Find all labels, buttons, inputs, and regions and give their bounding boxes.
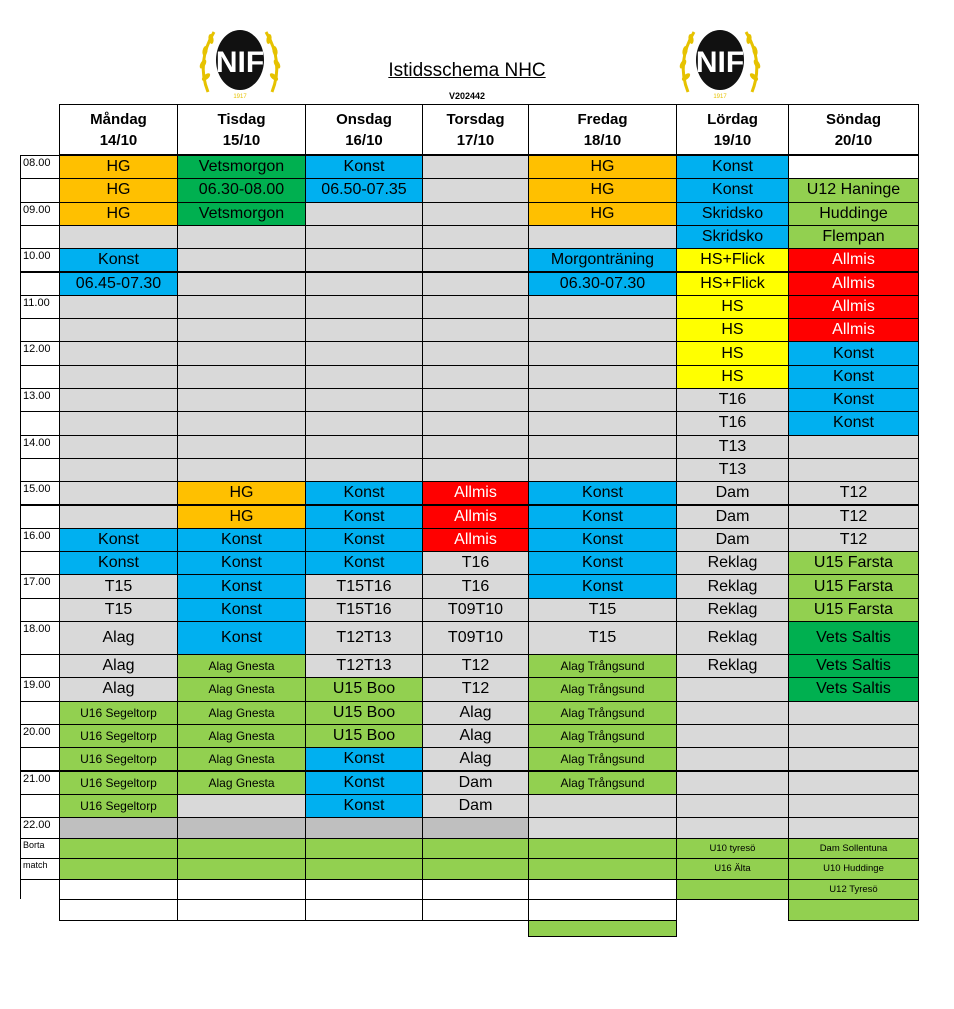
- day-date: 20/10: [834, 131, 873, 149]
- schedule-cell: [305, 435, 423, 459]
- day-header: [177, 104, 306, 156]
- schedule-cell: Konst: [177, 621, 306, 655]
- schedule-cell: [59, 341, 178, 365]
- schedule-cell: [422, 879, 529, 901]
- schedule-cell: Reklag: [676, 621, 789, 655]
- schedule-cell: [305, 458, 423, 482]
- schedule-cell: [177, 388, 306, 412]
- logo-year: 1917: [713, 94, 727, 100]
- schedule-cell: T16: [676, 388, 789, 412]
- schedule-cell: [528, 817, 677, 839]
- schedule-cell: [422, 365, 529, 389]
- schedule-cell: U12 Haninge: [788, 178, 919, 202]
- time-cell: [20, 551, 60, 575]
- schedule-cell: Konst: [305, 505, 423, 529]
- time-cell: 15.00: [20, 481, 60, 505]
- schedule-cell: Alag Trångsund: [528, 724, 677, 748]
- schedule-cell: [305, 817, 423, 839]
- schedule-cell: [788, 771, 919, 795]
- day-header: [59, 104, 178, 156]
- schedule-cell: HG: [528, 202, 677, 226]
- schedule-cell: HG: [59, 202, 178, 226]
- schedule-cell: [528, 388, 677, 412]
- schedule-cell: Konst: [305, 481, 423, 505]
- schedule-cell: [177, 838, 306, 860]
- schedule-cell: Konst: [305, 747, 423, 771]
- schedule-cell: [676, 817, 789, 839]
- schedule-cell: U15 Boo: [305, 677, 423, 701]
- schedule-cell: Konst: [59, 528, 178, 552]
- time-cell: [20, 654, 60, 678]
- schedule-cell: Alag Trångsund: [528, 654, 677, 678]
- page-title: Istidsschema NHC: [388, 60, 546, 81]
- schedule-cell: HS: [676, 365, 789, 389]
- schedule-cell: U16 Segeltorp: [59, 794, 178, 818]
- schedule-cell: Konst: [528, 505, 677, 529]
- day-date: 15/10: [222, 131, 261, 149]
- time-cell: [20, 598, 60, 622]
- day-header: [528, 104, 677, 156]
- schedule-cell: U10 Huddinge: [788, 858, 919, 880]
- schedule-cell: T16: [676, 411, 789, 435]
- schedule-cell: U15 Boo: [305, 701, 423, 725]
- schedule-cell: [528, 858, 677, 880]
- time-cell: [20, 272, 60, 296]
- schedule-cell: [59, 411, 178, 435]
- day-date: 16/10: [345, 131, 383, 149]
- schedule-cell: T15T16: [305, 574, 423, 598]
- schedule-cell: T15: [528, 598, 677, 622]
- schedule-cell: [59, 481, 178, 505]
- schedule-cell: Konst: [305, 155, 423, 179]
- time-cell: 20.00: [20, 724, 60, 748]
- day-name: Tisdag: [217, 110, 266, 128]
- time-cell: [20, 318, 60, 342]
- schedule-cell: T16: [422, 574, 529, 598]
- schedule-cell: [422, 155, 529, 179]
- schedule-cell: [305, 341, 423, 365]
- schedule-cell: [676, 794, 789, 818]
- schedule-cell: Vets Saltis: [788, 621, 919, 655]
- schedule-cell: [177, 435, 306, 459]
- schedule-cell: T15: [528, 621, 677, 655]
- schedule-cell: [422, 225, 529, 249]
- schedule-cell: Konst: [528, 574, 677, 598]
- schedule-cell: [676, 724, 789, 748]
- schedule-cell: [59, 295, 178, 319]
- schedule-cell: Skridsko: [676, 225, 789, 249]
- time-cell: 11.00: [20, 295, 60, 319]
- schedule-cell: HS: [676, 341, 789, 365]
- time-cell: 14.00: [20, 435, 60, 459]
- schedule-cell: [788, 458, 919, 482]
- schedule-cell: [177, 899, 306, 921]
- time-cell: [20, 178, 60, 202]
- schedule-cell: [59, 318, 178, 342]
- schedule-cell: Allmis: [422, 481, 529, 505]
- schedule-cell: Allmis: [788, 248, 919, 272]
- schedule-cell: [422, 411, 529, 435]
- time-cell: 18.00: [20, 621, 60, 655]
- schedule-cell: [305, 318, 423, 342]
- schedule-cell: [528, 879, 677, 901]
- schedule-cell: T13: [676, 435, 789, 459]
- schedule-cell: T12: [788, 505, 919, 529]
- schedule-cell: [305, 248, 423, 272]
- schedule-cell: [528, 794, 677, 818]
- schedule-cell: Dam: [676, 505, 789, 529]
- schedule-cell: Reklag: [676, 574, 789, 598]
- schedule-cell: [528, 411, 677, 435]
- schedule-cell: Vets Saltis: [788, 654, 919, 678]
- schedule-cell: Allmis: [788, 318, 919, 342]
- schedule-cell: [676, 701, 789, 725]
- schedule-cell: [676, 879, 789, 901]
- schedule-cell: [59, 899, 178, 921]
- time-cell: Borta: [20, 838, 60, 860]
- schedule-cell: [422, 858, 529, 880]
- schedule-cell: Alag Trångsund: [528, 701, 677, 725]
- schedule-cell: Reklag: [676, 551, 789, 575]
- schedule-cell: [528, 295, 677, 319]
- schedule-cell: T12T13: [305, 621, 423, 655]
- schedule-cell: [177, 272, 306, 296]
- schedule-cell: [305, 202, 423, 226]
- schedule-cell: [59, 817, 178, 839]
- schedule-cell: Alag: [59, 677, 178, 701]
- schedule-cell: [305, 879, 423, 901]
- schedule-cell: [59, 435, 178, 459]
- schedule-cell: [528, 318, 677, 342]
- schedule-cell: Konst: [59, 551, 178, 575]
- day-header: [422, 104, 529, 156]
- schedule-cell: [59, 505, 178, 529]
- schedule-cell: T12: [788, 528, 919, 552]
- day-date: 19/10: [713, 131, 752, 149]
- schedule-cell: Allmis: [422, 505, 529, 529]
- schedule-cell: HS+Flick: [676, 272, 789, 296]
- time-cell: [20, 458, 60, 482]
- schedule-cell: U12 Tyresö: [788, 879, 919, 901]
- schedule-cell: U16 Segeltorp: [59, 724, 178, 748]
- schedule-cell: Konst: [305, 794, 423, 818]
- time-cell: 08.00: [20, 155, 60, 179]
- schedule-cell: [305, 899, 423, 921]
- schedule-cell: Alag Gnesta: [177, 654, 306, 678]
- schedule-cell: Alag Trångsund: [528, 747, 677, 771]
- schedule-cell: [676, 771, 789, 795]
- schedule-cell: Huddinge: [788, 202, 919, 226]
- schedule-cell: Dam: [676, 481, 789, 505]
- schedule-cell: HG: [528, 178, 677, 202]
- time-cell: [20, 411, 60, 435]
- schedule-cell: [59, 225, 178, 249]
- schedule-cell: [788, 747, 919, 771]
- schedule-cell: [59, 838, 178, 860]
- schedule-cell: [59, 388, 178, 412]
- schedule-cell: [528, 458, 677, 482]
- schedule-cell: [422, 388, 529, 412]
- schedule-cell: U16 Älta: [676, 858, 789, 880]
- schedule-cell: [177, 225, 306, 249]
- schedule-cell: [528, 920, 677, 937]
- schedule-cell: Konst: [177, 598, 306, 622]
- schedule-cell: U15 Farsta: [788, 598, 919, 622]
- schedule-cell: U15 Farsta: [788, 551, 919, 575]
- schedule-cell: T09T10: [422, 598, 529, 622]
- schedule-cell: Dam: [676, 528, 789, 552]
- time-cell: [20, 899, 60, 921]
- schedule-cell: [177, 248, 306, 272]
- schedule-cell: [177, 411, 306, 435]
- schedule-cell: [528, 899, 677, 921]
- schedule-cell: [305, 388, 423, 412]
- schedule-cell: HG: [59, 155, 178, 179]
- day-name: Onsdag: [336, 110, 392, 128]
- schedule-cell: [305, 295, 423, 319]
- schedule-cell: Flempan: [788, 225, 919, 249]
- schedule-cell: [528, 225, 677, 249]
- schedule-cell: Konst: [528, 481, 677, 505]
- schedule-cell: U16 Segeltorp: [59, 771, 178, 795]
- schedule-cell: T09T10: [422, 621, 529, 655]
- schedule-cell: [422, 202, 529, 226]
- version-label: V202442: [448, 91, 486, 101]
- schedule-cell: [422, 272, 529, 296]
- schedule-cell: [422, 341, 529, 365]
- day-name: Söndag: [826, 110, 881, 128]
- time-cell: 19.00: [20, 677, 60, 701]
- schedule-cell: HG: [177, 481, 306, 505]
- schedule-cell: Vetsmorgon: [177, 155, 306, 179]
- schedule-cell: [788, 899, 919, 921]
- day-date: 14/10: [99, 131, 138, 149]
- time-cell: match: [20, 858, 60, 880]
- schedule-cell: [422, 435, 529, 459]
- schedule-cell: Alag Gnesta: [177, 771, 306, 795]
- schedule-cell: Alag Gnesta: [177, 724, 306, 748]
- schedule-cell: [177, 858, 306, 880]
- schedule-cell: [422, 178, 529, 202]
- schedule-cell: U15 Boo: [305, 724, 423, 748]
- schedule-cell: [422, 318, 529, 342]
- schedule-cell: [422, 899, 529, 921]
- schedule-cell: [788, 701, 919, 725]
- logo-text: NIF: [695, 46, 745, 79]
- schedule-cell: Morgonträning: [528, 248, 677, 272]
- schedule-cell: [676, 747, 789, 771]
- schedule-cell: U16 Segeltorp: [59, 701, 178, 725]
- schedule-cell: [305, 365, 423, 389]
- time-cell: [20, 879, 60, 901]
- schedule-cell: HG: [528, 155, 677, 179]
- day-name: Lördag: [707, 110, 758, 128]
- schedule-cell: Allmis: [788, 272, 919, 296]
- schedule-cell: Alag Gnesta: [177, 677, 306, 701]
- schedule-cell: Dam Sollentuna: [788, 838, 919, 860]
- schedule-cell: [59, 858, 178, 880]
- schedule-cell: T15: [59, 574, 178, 598]
- schedule-cell: Allmis: [422, 528, 529, 552]
- schedule-cell: [676, 677, 789, 701]
- schedule-cell: 06.30-08.00: [177, 178, 306, 202]
- schedule-cell: [177, 295, 306, 319]
- time-cell: [20, 225, 60, 249]
- time-cell: [20, 505, 60, 529]
- day-header: [305, 104, 423, 156]
- schedule-cell: [177, 318, 306, 342]
- schedule-cell: [59, 458, 178, 482]
- schedule-cell: [177, 365, 306, 389]
- time-cell: [20, 794, 60, 818]
- schedule-cell: Alag: [422, 724, 529, 748]
- day-header: [788, 104, 919, 156]
- schedule-cell: Konst: [305, 528, 423, 552]
- day-header: [676, 104, 789, 156]
- schedule-cell: U16 Segeltorp: [59, 747, 178, 771]
- time-cell: 10.00: [20, 248, 60, 272]
- schedule-cell: Alag Gnesta: [177, 747, 306, 771]
- schedule-cell: Konst: [676, 155, 789, 179]
- schedule-cell: [528, 838, 677, 860]
- time-cell: 09.00: [20, 202, 60, 226]
- schedule-cell: Vets Saltis: [788, 677, 919, 701]
- schedule-cell: Reklag: [676, 598, 789, 622]
- schedule-cell: [422, 458, 529, 482]
- schedule-cell: [422, 838, 529, 860]
- schedule-cell: [422, 248, 529, 272]
- schedule-cell: Konst: [676, 178, 789, 202]
- schedule-cell: Konst: [528, 528, 677, 552]
- schedule-cell: U10 tyresö: [676, 838, 789, 860]
- schedule-cell: [305, 838, 423, 860]
- schedule-cell: 06.30-07.30: [528, 272, 677, 296]
- schedule-cell: Allmis: [788, 295, 919, 319]
- schedule-cell: T12: [788, 481, 919, 505]
- schedule-cell: [788, 724, 919, 748]
- schedule-cell: [305, 272, 423, 296]
- schedule-cell: Alag Gnesta: [177, 701, 306, 725]
- schedule-cell: 06.50-07.35: [305, 178, 423, 202]
- schedule-cell: T12: [422, 677, 529, 701]
- schedule-cell: U15 Farsta: [788, 574, 919, 598]
- time-cell: [20, 365, 60, 389]
- schedule-cell: Konst: [788, 411, 919, 435]
- schedule-cell: T15: [59, 598, 178, 622]
- schedule-cell: [305, 225, 423, 249]
- schedule-cell: Dam: [422, 771, 529, 795]
- schedule-cell: [177, 458, 306, 482]
- schedule-cell: [177, 794, 306, 818]
- schedule-cell: Alag: [422, 747, 529, 771]
- schedule-cell: Konst: [177, 528, 306, 552]
- day-date: 17/10: [456, 131, 495, 149]
- time-cell: 21.00: [20, 771, 60, 795]
- schedule-cell: Konst: [788, 365, 919, 389]
- schedule-cell: Alag: [422, 701, 529, 725]
- schedule-cell: Alag Trångsund: [528, 771, 677, 795]
- time-cell: 16.00: [20, 528, 60, 552]
- schedule-cell: T13: [676, 458, 789, 482]
- schedule-cell: [177, 817, 306, 839]
- schedule-cell: [305, 858, 423, 880]
- schedule-cell: [788, 817, 919, 839]
- schedule-cell: Skridsko: [676, 202, 789, 226]
- schedule-cell: Dam: [422, 794, 529, 818]
- schedule-cell: [528, 365, 677, 389]
- schedule-cell: [528, 435, 677, 459]
- schedule-cell: Konst: [528, 551, 677, 575]
- schedule-cell: T12T13: [305, 654, 423, 678]
- day-name: Torsdag: [446, 110, 505, 128]
- schedule-cell: Konst: [59, 248, 178, 272]
- schedule-cell: Konst: [177, 551, 306, 575]
- schedule-cell: Vetsmorgon: [177, 202, 306, 226]
- schedule-cell: [788, 794, 919, 818]
- schedule-cell: [422, 817, 529, 839]
- time-cell: 17.00: [20, 574, 60, 598]
- time-cell: [20, 701, 60, 725]
- schedule-cell: Konst: [788, 341, 919, 365]
- schedule-cell: T16: [422, 551, 529, 575]
- logo-year: 1917: [233, 94, 247, 100]
- schedule-cell: [788, 435, 919, 459]
- schedule-cell: HS: [676, 318, 789, 342]
- schedule-cell: HG: [177, 505, 306, 529]
- schedule-cell: T12: [422, 654, 529, 678]
- time-cell: 13.00: [20, 388, 60, 412]
- schedule-cell: [305, 411, 423, 435]
- schedule-cell: HS: [676, 295, 789, 319]
- day-name: Fredag: [577, 110, 628, 128]
- schedule-cell: HS+Flick: [676, 248, 789, 272]
- schedule-cell: Konst: [305, 551, 423, 575]
- schedule-cell: Reklag: [676, 654, 789, 678]
- schedule-cell: [422, 295, 529, 319]
- time-cell: 12.00: [20, 341, 60, 365]
- schedule-cell: [177, 341, 306, 365]
- time-cell: 22.00: [20, 817, 60, 839]
- schedule-cell: [528, 341, 677, 365]
- logo-text: NIF: [215, 46, 265, 79]
- schedule-cell: Konst: [177, 574, 306, 598]
- schedule-cell: [59, 879, 178, 901]
- schedule-cell: [177, 879, 306, 901]
- schedule-cell: [788, 155, 919, 179]
- schedule-cell: 06.45-07.30: [59, 272, 178, 296]
- day-date: 18/10: [583, 131, 622, 149]
- schedule-cell: Konst: [305, 771, 423, 795]
- schedule-cell: T15T16: [305, 598, 423, 622]
- time-cell: [20, 747, 60, 771]
- schedule-cell: Alag: [59, 654, 178, 678]
- day-name: Måndag: [90, 110, 147, 128]
- schedule-cell: Alag Trångsund: [528, 677, 677, 701]
- schedule-cell: Alag: [59, 621, 178, 655]
- schedule-cell: HG: [59, 178, 178, 202]
- schedule-cell: Konst: [788, 388, 919, 412]
- schedule-cell: [59, 365, 178, 389]
